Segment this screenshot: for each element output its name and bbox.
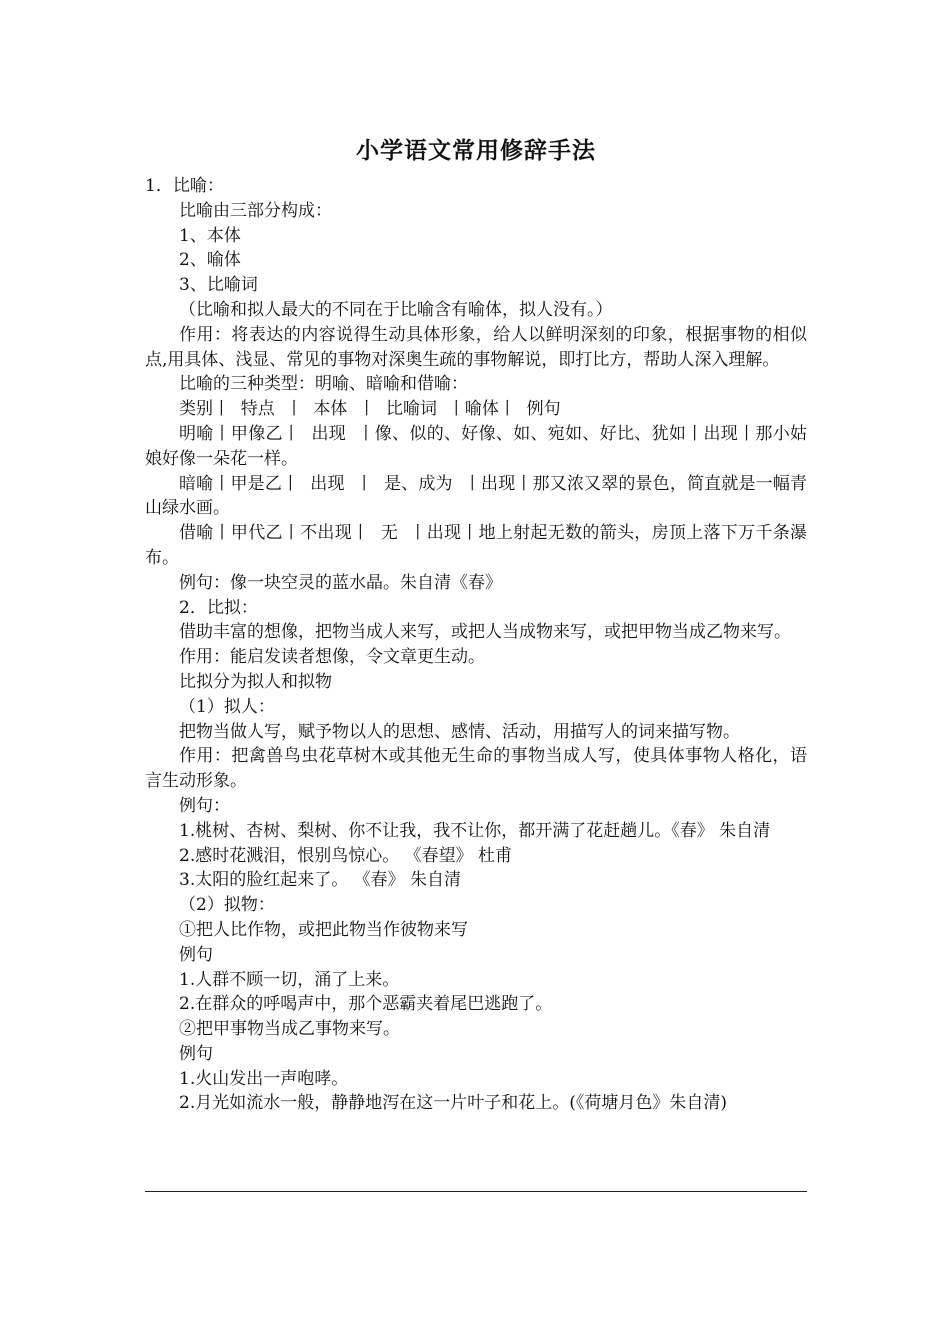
paragraph: 把物当做人写，赋予物以人的思想、感情、活动，用描写人的词来描写物。 <box>179 721 740 742</box>
paragraph: （2）拟物： <box>179 895 275 916</box>
footer-rule <box>145 1191 807 1192</box>
paragraph: 1．比喻： <box>145 176 224 196</box>
paragraph: 作用：将表达的内容说得生动具体形象，给人以鲜明深刻的印象，根据事物的相似点,用具体、浅显、常见的事物对深奥生疏的事物解说，即打比方，帮助人深入理解。 <box>145 324 807 370</box>
paragraph: 1.桃树、杏树、梨树、你不让我，我不让你，都开满了花赶趟儿。《春》 朱自清 <box>179 820 771 841</box>
paragraph: 2．比拟： <box>179 597 258 618</box>
paragraph: 1.人群不顾一切，涌了上来。 <box>179 969 400 990</box>
page-title: 小学语文常用修辞手法 <box>356 138 596 164</box>
paragraph: 2.月光如流水一般，静静地泻在这一片叶子和花上。(《荷塘月色》朱自清) <box>179 1093 727 1114</box>
document-page <box>145 130 807 1116</box>
paragraph: 类别丨 特点 丨 本体 丨 比喻词 丨喻体丨 例句 <box>179 399 561 420</box>
paragraph: 例句 <box>179 1043 213 1064</box>
paragraph: 借喻丨甲代乙丨不出现丨 无 丨出现丨地上射起无数的箭头，房顶上落下万千条瀑布。 <box>145 523 807 568</box>
paragraph: 明喻丨甲像乙丨 出现 丨像、似的、好像、如、宛如、好比、犹如丨出现丨那小姑娘好像一朵花一样。 <box>145 423 807 469</box>
paragraph: 3、比喻词 <box>179 275 258 296</box>
paragraph: （1）拟人： <box>179 696 275 717</box>
paragraph: 例句：像一块空灵的蓝水晶。朱自清《春》 <box>179 572 502 593</box>
paragraph: 1.火山发出一声咆哮。 <box>179 1068 349 1089</box>
paragraph: 比喻的三种类型：明喻、暗喻和借喻： <box>179 374 468 395</box>
paragraph: 作用：能启发读者想像，令文章更生动。 <box>179 647 485 668</box>
paragraph: 3.太阳的脸红起来了。 《春》 朱自清 <box>179 870 462 891</box>
paragraph: 例句： <box>179 795 230 816</box>
document-body <box>145 174 807 1116</box>
paragraph: 比拟分为拟人和拟物 <box>179 671 332 692</box>
paragraph: 1、本体 <box>179 225 241 246</box>
paragraph: 借助丰富的想像，把物当成人来写，或把人当成物来写，或把甲物当成乙物来写。 <box>179 622 791 643</box>
paragraph: ①把人比作物，或把此物当作彼物来写 <box>179 919 468 940</box>
paragraph: 2、喻体 <box>179 250 241 271</box>
paragraph: 2.在群众的呼喝声中，那个恶霸夹着尾巴逃跑了。 <box>179 994 553 1015</box>
paragraph: 比喻由三部分构成： <box>179 200 332 221</box>
paragraph: （比喻和拟人最大的不同在于比喻含有喻体，拟人没有。） <box>179 299 613 320</box>
paragraph: 2.感时花溅泪，恨别鸟惊心。 《春望》 杜甫 <box>179 845 513 866</box>
paragraph: 作用：把禽兽鸟虫花草树木或其他无生命的事物当成人写，使具体事物人格化，语言生动形象。 <box>145 746 807 792</box>
paragraph: 例句 <box>179 944 213 965</box>
paragraph: ②把甲事物当成乙事物来写。 <box>179 1019 400 1040</box>
paragraph: 暗喻丨甲是乙丨 出现 丨 是、成为 丨出现丨那又浓又翠的景色，简直就是一幅青山绿水画。 <box>145 473 807 519</box>
